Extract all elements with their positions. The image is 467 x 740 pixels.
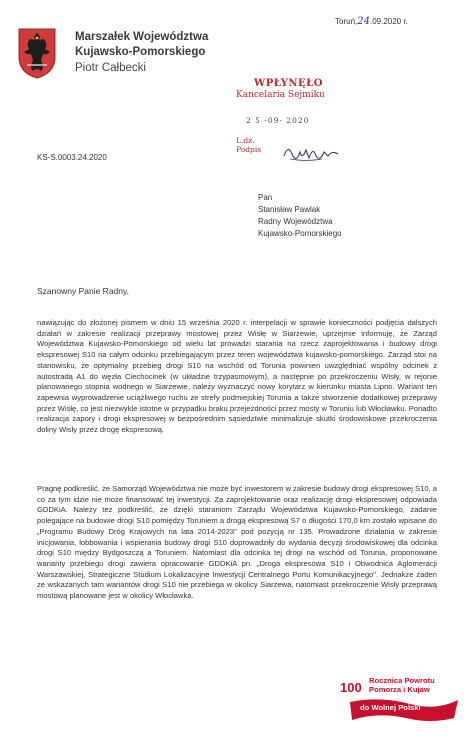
date-rest: .09.2020 r. <box>369 17 408 26</box>
handwritten-signature <box>282 140 342 164</box>
recipient-block <box>258 192 342 240</box>
jubilee-number: 100 <box>340 680 362 695</box>
stamp-office: Kancelaria Sejmiku <box>236 90 325 100</box>
jubilee-line3: do Wolnej Polski <box>360 703 421 712</box>
stamp-ref-label: L.dz. <box>236 136 255 145</box>
sender-title-line2: Kujawsko-Pomorskiego <box>75 46 206 58</box>
recipient-salutation: Pan <box>258 193 273 202</box>
stamp-received: WPŁYNĘŁO <box>254 78 323 89</box>
letter-date <box>335 16 408 27</box>
stamp-date: 2 5 -09- 2020 <box>246 116 310 125</box>
date-day-handwritten: 24 <box>357 16 370 27</box>
recipient-name: Stanisław Pawlak <box>258 205 321 214</box>
date-place: Toruń, <box>335 17 358 26</box>
stamp-signature-label: Podpis <box>236 145 262 154</box>
recipient-region: Kujawsko-Pomorskiego <box>258 229 342 238</box>
jubilee-line2: Pomorza i Kujaw <box>369 685 430 694</box>
jubilee-logo <box>340 676 458 726</box>
recipient-role: Radny Województwa <box>258 217 333 226</box>
greeting: Szanowny Panie Radny, <box>37 286 129 296</box>
body-paragraph-2: Pragnę podkreślić, że Samorząd Województwa nie może być inwestorem w zakresie budowy drogi ekspresowej S10, a co za tym idzie nie może finansować tej inwestycji. Za zaprojektowanie oraz realizację drogi ekspresowej odpowiada GDDKiA. Należy tez podkreślić, że dzięki staraniom Zarządu Województwa Kujawsko-Pomorskiego, zadanie polegające na budowie drogi S10 pomiędzy Toruniem a drogą ekspresową S7 o długości 170,0 km zostało wpisane do „Programu Budowy Dróg Krajowych na lata 2014-2023" pod pozycją nr 135. Prowadzone działania w zakresie inicjowania, lobbowania i wspierania budowy drogi S10 doprowadziły do wydania decyzji środowiskowej dla odcinka drogi S10 między Bydgoszczą a Toruniem. Natomiast dla odcinka tej drogi na wschód od Torunia, proponowane warianty przebiegu drogi zawiera opracowanie GDDKiA pn. „Droga ekspresowa S10 i Obwodnica Aglomeracji Warszawskiej, Strategiczne Studium Lokalizacyjne Inwestycji Centralnego Portu Komunikacyjnego". Jednakże żaden ze wskazanych tam wariantów drogi S10 nie przebiega w okolicy Siarzewa, natomiast przekroczenie Wisły przeprawą mostową planowane jest w okolicy Włocławka. <box>37 484 437 601</box>
body-paragraph-1: nawiązując do złożonej pismem w dniu 15 września 2020 r. interpelacji w sprawie konieczności podjęcia dalszych działań w zakresie realizacji przeprawy mostowej przez Wisłę w Siarzewie, uprzejmie informuję, że Zarząd Województwa Kujawsko-Pomorskiego od wielu lat prowadzi starania na rzecz zaprojektowania i budowy drogi ekspresowej S10 na całym odcinku przebiegającym przez teren województwa kujawsko-pomorskiego. Zarząd stoi na stanowisku, że optymalny przebieg drogi S10 na wschód od Torunia powinien uwzględniać wspólny odcinek z autostradą A1 do węzła Ciechocinek (w układzie trzypasmowym), a następnie po przekroczeniu Wisły, w rejonie planowanego stopnia wodnego w Siarzewie, należy wyznaczyć nowy korytarz w kierunku miasta Lipno. Wariant ten zapewnia wyprowadzenie uciążliwego ruchu ze strefy podmiejskiej Torunia a także stworzenie dodatkowej przeprawy przez Wisłę, co jest niezwykle istotne w przypadku braku przejezdności przez mosty w Toruniu lub Włocławku. Ponadto realizacja zapory i drogi ekspresowej w bezpośrednim sąsiedztwie minimalizuje skutki środowiskowe przekroczenia doliny Wisły przez drogę ekspresową. <box>37 318 437 435</box>
sender-name: Piotr Całbecki <box>75 62 146 74</box>
reference-number: KS-S.0003.24.2020 <box>37 153 107 162</box>
coat-of-arms-logo <box>17 27 57 79</box>
sender-title-line1: Marszałek Województwa <box>75 31 209 43</box>
sender-block <box>75 30 208 76</box>
jubilee-line1: Rocznica Powrotu <box>369 676 435 685</box>
